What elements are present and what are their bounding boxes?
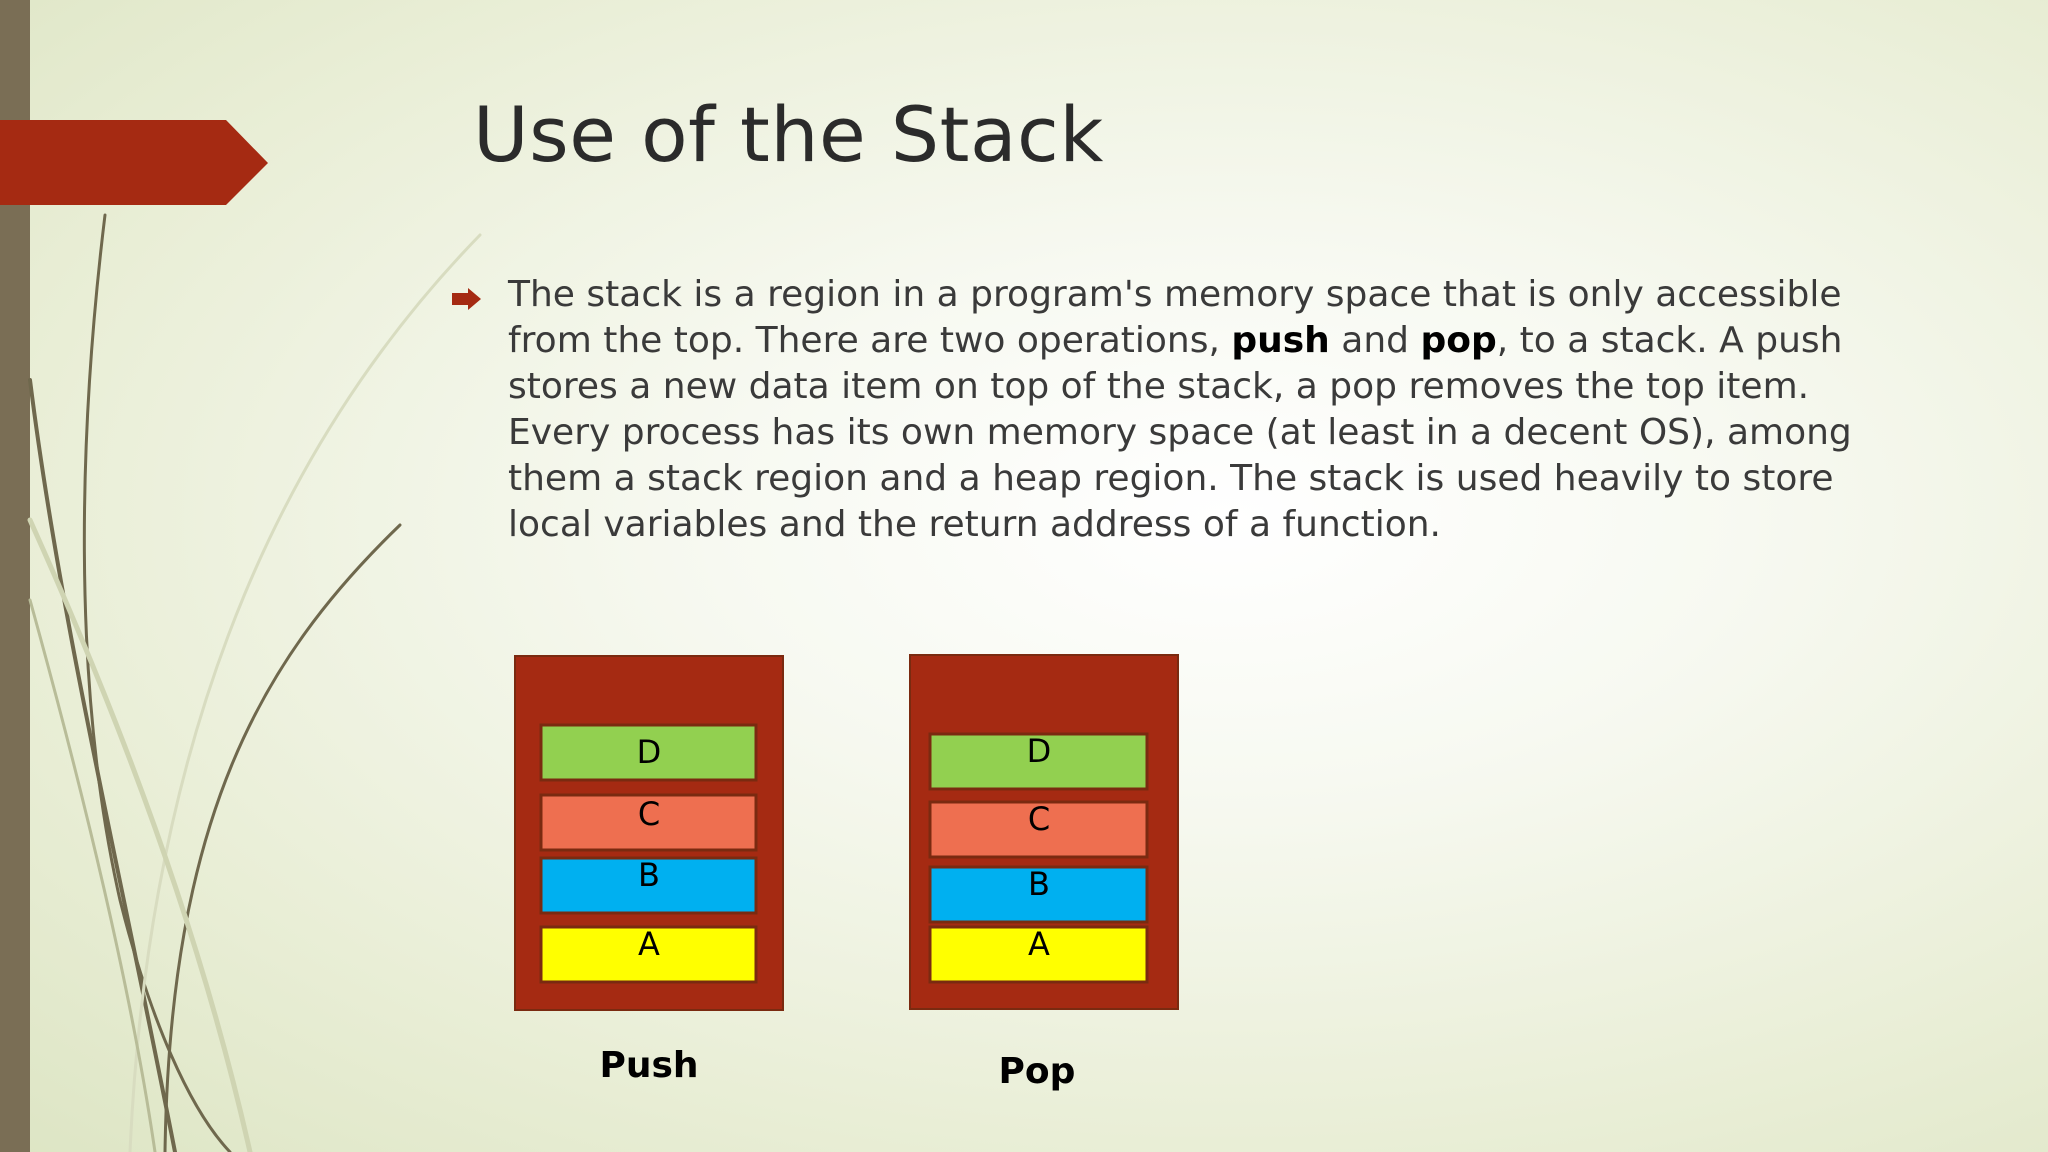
stack-item-d-label: D: [636, 733, 662, 771]
pop-keyword: pop: [1420, 320, 1497, 361]
stack-item-b-label: B: [638, 856, 660, 894]
stack-item-c-label: C: [637, 795, 661, 833]
push-keyword: push: [1231, 320, 1330, 361]
slide-title: Use of the Stack: [473, 90, 1104, 179]
stack-item-b-label: B: [1028, 865, 1050, 903]
bullet-text-part: , to a stack. A push stores a new data item on top of the stack, a pop removes the top item. Every process has its own memory space (at least in a decent OS), among them a stack region and a heap region. The stack is used heavily to store local variables and the return address of a function.: [508, 320, 1852, 545]
stack-item-c-label: C: [1027, 800, 1051, 838]
pop-stack: [910, 655, 1178, 1009]
push-label: Push: [599, 1045, 699, 1086]
stack-item-d-label: D: [1026, 732, 1052, 770]
stack-item-a-label: A: [638, 925, 660, 963]
stack-item-a-label: A: [1028, 925, 1050, 963]
pop-label: Pop: [998, 1051, 1076, 1092]
bullet-text-part: The stack is a region in a program's memory space that is only accessible from the top. There are two operations,: [508, 274, 1842, 361]
push-stack: [515, 656, 783, 1010]
bullet-text-part: and: [1329, 320, 1421, 361]
